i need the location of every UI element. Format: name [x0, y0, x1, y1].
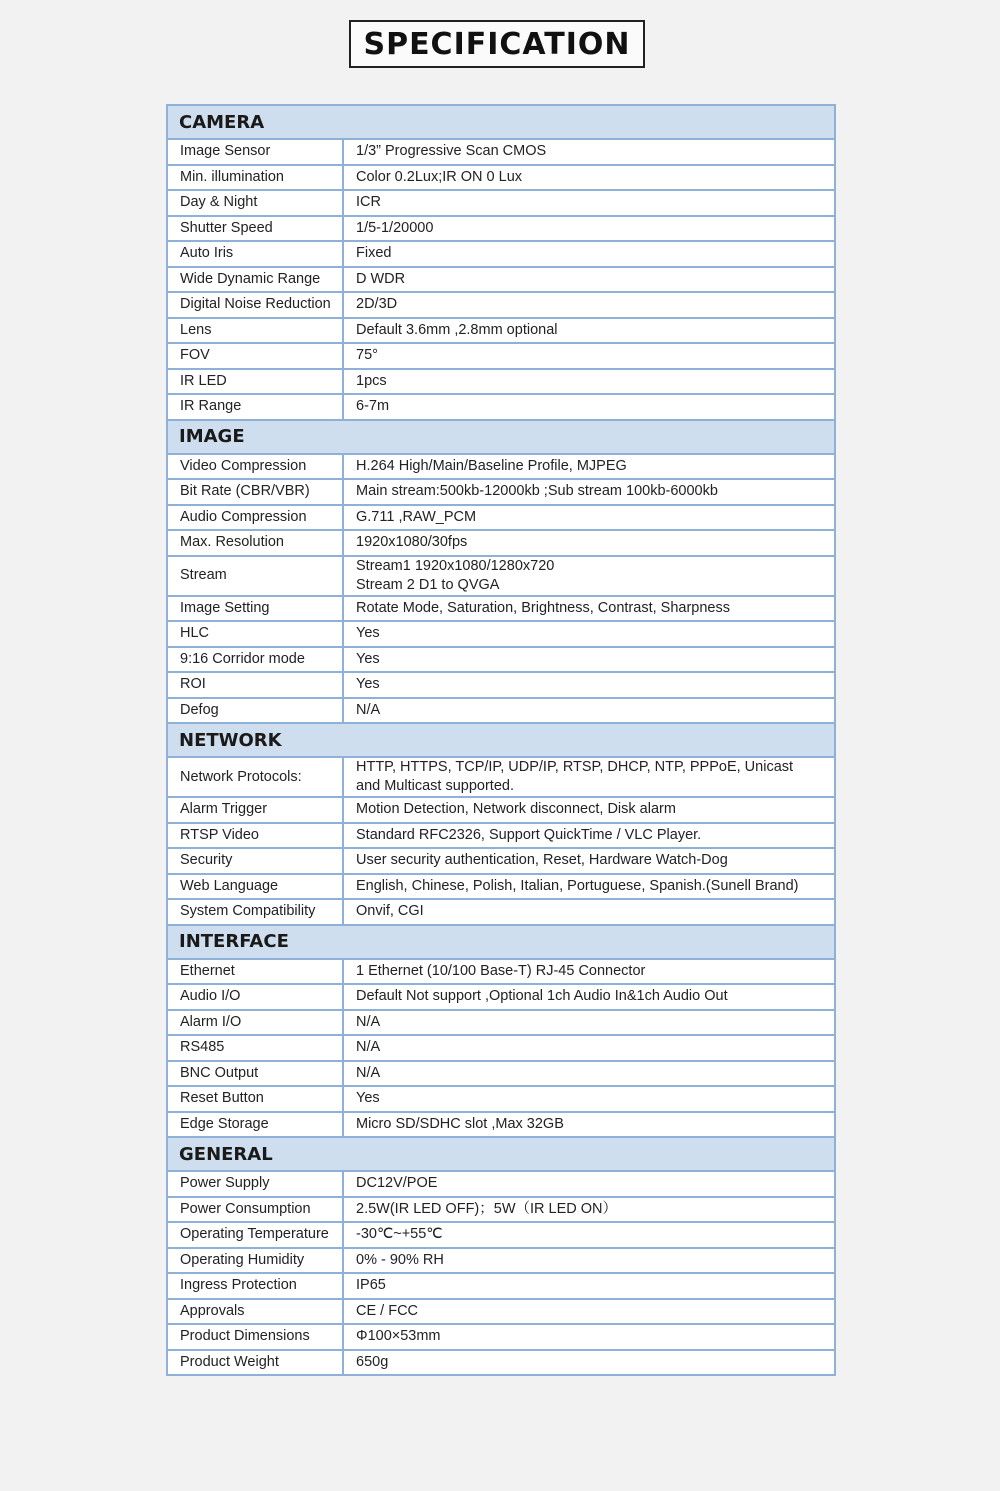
- spec-label: Max. Resolution: [167, 530, 343, 556]
- spec-label: 9:16 Corridor mode: [167, 647, 343, 673]
- spec-value: 2.5W(IR LED OFF)；5W（IR LED ON）: [343, 1197, 835, 1223]
- spec-value: 75°: [343, 343, 835, 369]
- spec-label: Edge Storage: [167, 1112, 343, 1138]
- spec-label: Reset Button: [167, 1086, 343, 1112]
- spec-value: G.711 ,RAW_PCM: [343, 505, 835, 531]
- spec-label: Audio Compression: [167, 505, 343, 531]
- spec-value: N/A: [343, 698, 835, 724]
- spec-value: 650g: [343, 1350, 835, 1376]
- spec-value: Default Not support ,Optional 1ch Audio In&1ch Audio Out: [343, 984, 835, 1010]
- spec-label: Bit Rate (CBR/VBR): [167, 479, 343, 505]
- spec-row: [167, 479, 835, 505]
- spec-label: Security: [167, 848, 343, 874]
- section-header-camera: [167, 105, 835, 139]
- spec-label: Product Weight: [167, 1350, 343, 1376]
- spec-row: [167, 596, 835, 622]
- spec-value: D WDR: [343, 267, 835, 293]
- spec-label: Operating Humidity: [167, 1248, 343, 1274]
- spec-value-line: Stream 2 D1 to QVGA: [356, 576, 500, 593]
- spec-label: Product Dimensions: [167, 1324, 343, 1350]
- section-title: IMAGE: [167, 420, 835, 454]
- spec-row: [167, 899, 835, 925]
- spec-value: 2D/3D: [343, 292, 835, 318]
- spec-label: IR Range: [167, 394, 343, 420]
- spec-row: [167, 190, 835, 216]
- spec-row: [167, 1248, 835, 1274]
- spec-row: [167, 505, 835, 531]
- spec-row: [167, 874, 835, 900]
- spec-label: Lens: [167, 318, 343, 344]
- spec-label: Wide Dynamic Range: [167, 267, 343, 293]
- spec-row: [167, 1086, 835, 1112]
- spec-label: HLC: [167, 621, 343, 647]
- spec-row: [167, 984, 835, 1010]
- spec-row: [167, 139, 835, 165]
- spec-label: ROI: [167, 672, 343, 698]
- spec-value: Rotate Mode, Saturation, Brightness, Contrast, Sharpness: [343, 596, 835, 622]
- spec-label: Ethernet: [167, 959, 343, 985]
- spec-label: Auto Iris: [167, 241, 343, 267]
- spec-row: [167, 1197, 835, 1223]
- spec-row: [167, 1171, 835, 1197]
- spec-value: Φ100×53mm: [343, 1324, 835, 1350]
- spec-value: CE / FCC: [343, 1299, 835, 1325]
- spec-row: [167, 647, 835, 673]
- spec-value: English, Chinese, Polish, Italian, Portuguese, Spanish.(Sunell Brand): [343, 874, 835, 900]
- spec-row: [167, 1035, 835, 1061]
- spec-value: -30℃~+55℃: [343, 1222, 835, 1248]
- spec-label: RS485: [167, 1035, 343, 1061]
- spec-value-line: Stream1 1920x1080/1280x720: [356, 557, 555, 574]
- spec-row: [167, 241, 835, 267]
- section-title: CAMERA: [167, 105, 835, 139]
- spec-row: [167, 823, 835, 849]
- spec-row: [167, 959, 835, 985]
- spec-label: Operating Temperature: [167, 1222, 343, 1248]
- spec-row: [167, 1350, 835, 1376]
- spec-value: [343, 757, 835, 797]
- spec-label: Ingress Protection: [167, 1273, 343, 1299]
- spec-value: IP65: [343, 1273, 835, 1299]
- spec-value: Fixed: [343, 241, 835, 267]
- spec-label: Defog: [167, 698, 343, 724]
- spec-value: 6-7m: [343, 394, 835, 420]
- spec-row: [167, 1324, 835, 1350]
- spec-row: [167, 1273, 835, 1299]
- spec-label: Shutter Speed: [167, 216, 343, 242]
- section-header-interface: [167, 925, 835, 959]
- section-title: NETWORK: [167, 723, 835, 757]
- spec-row: [167, 343, 835, 369]
- spec-label: Video Compression: [167, 454, 343, 480]
- spec-value: Yes: [343, 621, 835, 647]
- spec-label: Image Setting: [167, 596, 343, 622]
- spec-row: [167, 621, 835, 647]
- spec-row: [167, 454, 835, 480]
- spec-value: H.264 High/Main/Baseline Profile, MJPEG: [343, 454, 835, 480]
- specification-table: [166, 104, 836, 1376]
- section-header-network: [167, 723, 835, 757]
- spec-row: [167, 672, 835, 698]
- spec-value: Main stream:500kb-12000kb ;Sub stream 100kb-6000kb: [343, 479, 835, 505]
- spec-value-line: HTTP, HTTPS, TCP/IP, UDP/IP, RTSP, DHCP, NTP, PPPoE, Unicast: [356, 759, 794, 775]
- spec-value: N/A: [343, 1010, 835, 1036]
- spec-label: Min. illumination: [167, 165, 343, 191]
- spec-value: Motion Detection, Network disconnect, Disk alarm: [343, 797, 835, 823]
- spec-label: Digital Noise Reduction: [167, 292, 343, 318]
- spec-value: 1pcs: [343, 369, 835, 395]
- spec-row: [167, 1222, 835, 1248]
- spec-label: Web Language: [167, 874, 343, 900]
- spec-row: [167, 165, 835, 191]
- spec-label: Alarm Trigger: [167, 797, 343, 823]
- spec-value: Color 0.2Lux;IR ON 0 Lux: [343, 165, 835, 191]
- spec-value: 1/3” Progressive Scan CMOS: [343, 139, 835, 165]
- section-title: INTERFACE: [167, 925, 835, 959]
- spec-label: FOV: [167, 343, 343, 369]
- spec-label: Approvals: [167, 1299, 343, 1325]
- spec-row: [167, 698, 835, 724]
- spec-label: RTSP Video: [167, 823, 343, 849]
- spec-value: Micro SD/SDHC slot ,Max 32GB: [343, 1112, 835, 1138]
- spec-row: [167, 757, 835, 797]
- spec-label: Image Sensor: [167, 139, 343, 165]
- section-header-image: [167, 420, 835, 454]
- spec-value: 0% - 90% RH: [343, 1248, 835, 1274]
- spec-value: Onvif, CGI: [343, 899, 835, 925]
- spec-value: Default 3.6mm ,2.8mm optional: [343, 318, 835, 344]
- spec-row: [167, 797, 835, 823]
- spec-value: DC12V/POE: [343, 1171, 835, 1197]
- spec-value: Yes: [343, 672, 835, 698]
- spec-value: [343, 556, 835, 596]
- spec-row: [167, 1112, 835, 1138]
- spec-row: [167, 318, 835, 344]
- spec-row: [167, 369, 835, 395]
- spec-value: Yes: [343, 647, 835, 673]
- spec-value: User security authentication, Reset, Hardware Watch-Dog: [343, 848, 835, 874]
- spec-label: Alarm I/O: [167, 1010, 343, 1036]
- spec-row: [167, 1299, 835, 1325]
- spec-value: 1/5-1/20000: [343, 216, 835, 242]
- spec-value: ICR: [343, 190, 835, 216]
- spec-row: [167, 1010, 835, 1036]
- spec-value: 1 Ethernet (10/100 Base-T) RJ-45 Connector: [343, 959, 835, 985]
- spec-value: Yes: [343, 1086, 835, 1112]
- spec-label: BNC Output: [167, 1061, 343, 1087]
- spec-row: [167, 530, 835, 556]
- spec-value: N/A: [343, 1035, 835, 1061]
- section-header-general: [167, 1137, 835, 1171]
- spec-value: N/A: [343, 1061, 835, 1087]
- spec-label: System Compatibility: [167, 899, 343, 925]
- spec-label: Audio I/O: [167, 984, 343, 1010]
- spec-row: [167, 394, 835, 420]
- spec-row: [167, 556, 835, 596]
- spec-row: [167, 267, 835, 293]
- spec-row: [167, 292, 835, 318]
- page-title-text: SPECIFICATION: [363, 26, 631, 62]
- spec-label: IR LED: [167, 369, 343, 395]
- spec-label: Power Supply: [167, 1171, 343, 1197]
- spec-value: Standard RFC2326, Support QuickTime / VLC Player.: [343, 823, 835, 849]
- spec-label: Stream: [167, 556, 343, 596]
- spec-row: [167, 216, 835, 242]
- spec-label: Network Protocols:: [167, 757, 343, 797]
- section-title: GENERAL: [167, 1137, 835, 1171]
- spec-label: Power Consumption: [167, 1197, 343, 1223]
- spec-value-line: and Multicast supported.: [356, 778, 514, 794]
- page-title: [349, 20, 645, 68]
- spec-row: [167, 1061, 835, 1087]
- spec-value: 1920x1080/30fps: [343, 530, 835, 556]
- spec-row: [167, 848, 835, 874]
- spec-label: Day & Night: [167, 190, 343, 216]
